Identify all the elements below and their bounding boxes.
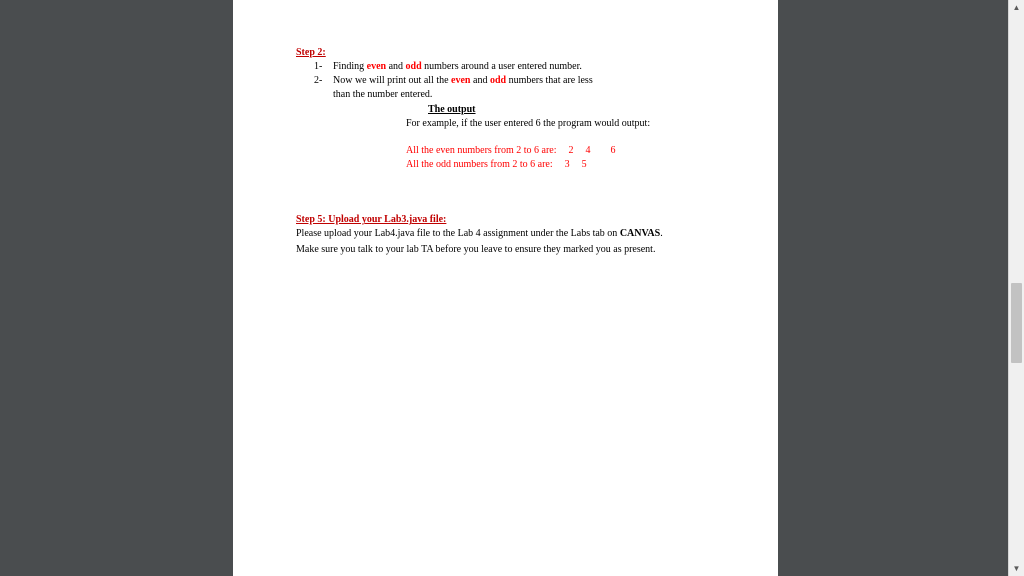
list-item xyxy=(296,60,716,74)
sample-odd-label: All the odd numbers from 2 to 6 are: xyxy=(406,159,553,171)
list-text-post: numbers that are less xyxy=(506,75,593,87)
step5-line1-pre: Please upload your Lab4.java file to the Lab 4 assignment under the Labs tab on xyxy=(296,228,620,240)
keyword-odd: odd xyxy=(489,75,507,87)
step5-heading: Step 5: Upload your Lab3.java file: xyxy=(296,214,447,226)
output-title: The output xyxy=(428,103,476,115)
sample-odd-line xyxy=(406,158,716,172)
list-marker: 1- xyxy=(314,61,323,72)
scroll-up-arrow-icon[interactable]: ▲ xyxy=(1009,0,1024,15)
sample-even-line xyxy=(406,144,716,158)
list-text-pre: Finding xyxy=(333,61,367,72)
step5-line1 xyxy=(296,227,716,242)
list-item xyxy=(296,74,716,102)
vertical-scrollbar[interactable] xyxy=(1008,0,1024,576)
step5-line1-post: . xyxy=(660,228,663,240)
sample-even-v2: 4 xyxy=(585,145,591,157)
list-text-post: numbers around a user entered number. xyxy=(421,61,582,72)
list-text-line2: than the number entered. xyxy=(333,89,433,101)
step5-canvas: CANVAS xyxy=(619,228,661,240)
page-content xyxy=(296,46,716,258)
list-text-mid: and xyxy=(386,61,406,72)
keyword-even: even xyxy=(451,75,471,87)
step2-heading: Step 2: xyxy=(296,47,326,58)
keyword-odd: odd xyxy=(405,61,422,72)
list-text-mid: and xyxy=(470,75,490,87)
document-page xyxy=(233,0,778,576)
output-block xyxy=(296,103,716,173)
keyword-even: even xyxy=(366,61,387,72)
list-text-pre: Now we will print out all the xyxy=(333,75,452,87)
sample-odd-v2: 5 xyxy=(581,159,587,171)
sample-even-label: All the even numbers from 2 to 6 are: xyxy=(406,145,557,157)
step2-list xyxy=(296,60,716,103)
list-marker: 2- xyxy=(314,75,323,87)
sample-output xyxy=(406,144,716,172)
scroll-down-arrow-icon[interactable]: ▼ xyxy=(1009,561,1024,576)
sample-odd-v1: 3 xyxy=(564,159,570,171)
scrollbar-thumb[interactable] xyxy=(1011,283,1022,363)
step5-section xyxy=(296,213,716,257)
step5-line2: Make sure you talk to your lab TA before you leave to ensure they marked you as present. xyxy=(296,244,656,256)
output-intro: For example, if the user entered 6 the program would output: xyxy=(406,117,651,129)
sample-even-v1: 2 xyxy=(568,145,574,157)
sample-even-v3: 6 xyxy=(610,145,616,157)
